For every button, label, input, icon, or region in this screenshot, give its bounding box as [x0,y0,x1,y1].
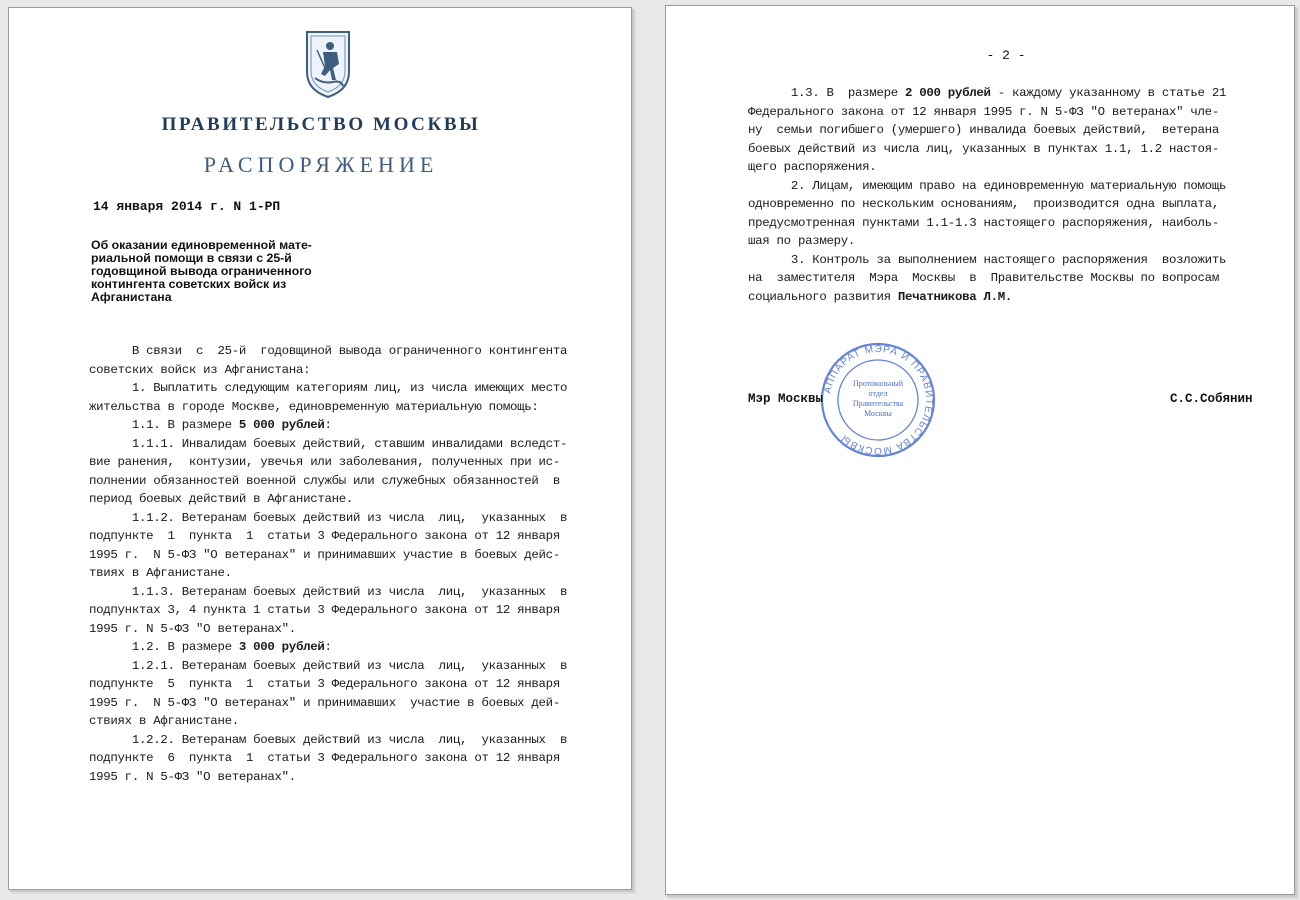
body-line: 1995 г. N 5-ФЗ "О ветеранах" и принимавших участие в боевых дейс- [89,547,560,562]
clause-prefix: социального развития [748,289,898,304]
document-body [748,84,1226,306]
document-type: РАСПОРЯЖЕНИЕ [203,152,439,177]
body-line: 1995 г. N 5-ФЗ "О ветеранах". [89,621,296,636]
body-line: Федерального закона от 12 января 1995 г. N 5-ФЗ "О ветеранах" чле- [748,104,1219,119]
subject-line: Об оказании единовременной мате- [91,238,312,252]
body-line: вие ранения, контузии, увечья или заболевания, полученных при ис- [89,455,560,469]
body-line: шая по размеру. [748,234,856,248]
body-line [748,84,1226,103]
body-line: 1.1.3. Ветеранам боевых действий из числа лиц, указанных в [89,584,568,599]
page-number: - 2 - [986,48,1026,63]
body-line: ствиях в Афганистане. [89,714,239,728]
body-line: твиях в Афганистане. [89,566,232,580]
body-line [748,288,1226,307]
body-line [89,416,567,435]
body-line: 1.1.2. Ветеранам боевых действий из числа лиц, указанных в [89,510,568,525]
body-line: В связи с 25-й годовщиной вывода ограниченного контингента [89,344,568,358]
moscow-coat-of-arms-icon [303,28,353,100]
body-line: 2. Лицам, имеющим право на единовременную материальную помощь [748,178,1227,193]
document-page-1 [8,7,632,890]
amount-5000: 5 000 рублей [238,418,325,432]
body-line: полнении обязанностей военной службы или служебных обязанностей в [89,473,560,488]
svg-text:АППАРАТ МЭРА И ПРАВИТЕЛЬСТВА М: АППАРАТ МЭРА И ПРАВИТЕЛЬСТВА МОСКВЫ [822,343,935,457]
body-line: подпункте 5 пункта 1 статьи 3 Федерального закона от 12 января [89,677,560,691]
body-line: 1.2.2. Ветеранам боевых действий из числа лиц, указанных в [89,732,568,747]
body-line: одновременно по нескольким основаниям, производится одна выплата, [748,197,1219,211]
subject-line: риальной помощи в связи с 25-й [91,251,292,265]
subject-line: Афганистана [91,290,172,304]
official-stamp-icon [818,340,938,460]
subject-line: годовщиной вывода ограниченного [91,264,312,278]
government-title: ПРАВИТЕЛЬСТВО МОСКВЫ [161,114,481,135]
clause-prefix: 1.2. В размере [89,640,239,654]
body-line [89,638,567,657]
body-line: на заместителя Мэра Москвы в Правительстве Москвы по вопросам [748,271,1219,285]
body-line: ну семьи погибшего (умершего) инвалида боевых действий, ветерана [748,123,1219,137]
body-line: советских войск из Афганистана: [89,362,311,377]
signatory-name: С.С.Собянин [1170,392,1253,406]
document-date-number: 14 января 2014 г. N 1-РП [93,199,281,214]
deputy-name: Печатникова Л.М. [897,289,1013,304]
body-line: подпункте 1 пункта 1 статьи 3 Федерального закона от 12 января [89,529,560,543]
body-line: подпунктах 3, 4 пункта 1 статьи 3 Федерального закона от 12 января [89,603,560,617]
body-line: боевых действий из числа лиц, указанных в пунктах 1.1, 1.2 настоя- [748,141,1219,156]
body-line: 1995 г. N 5-ФЗ "О ветеранах". [89,769,296,784]
body-line: период боевых действий в Афганистане. [89,492,354,506]
document-body [89,342,567,786]
clause-prefix: 1.1. В размере [89,418,239,432]
body-line: 1.2.1. Ветеранам боевых действий из числа лиц, указанных в [89,658,568,673]
colon: : [324,640,332,654]
body-line: подпункте 6 пункта 1 статьи 3 Федерального закона от 12 января [89,751,560,765]
svg-text:отдел: отдел [868,389,888,398]
svg-text:Москвы: Москвы [864,409,892,418]
svg-text:Правительства: Правительства [852,399,904,408]
document-page-2 [665,5,1295,895]
body-line: жительства в городе Москве, единовременную материальную помощь: [89,399,539,414]
body-line: щего распоряжения. [748,160,877,174]
body-line: предусмотренная пунктами 1.1-1.3 настоящего распоряжения, наиболь- [748,215,1219,230]
body-line: 3. Контроль за выполнением настоящего распоряжения возложить [748,252,1227,267]
signatory-role: Мэр Москвы [748,392,824,406]
body-line: 1. Выплатить следующим категориям лиц, из числа имеющих место [89,381,568,395]
clause-suffix: - каждому указанному в статье 21 [990,86,1227,100]
body-line: 1995 г. N 5-ФЗ "О ветеранах" и принимавших участие в боевых дей- [89,695,560,710]
amount-3000: 3 000 рублей [238,640,325,654]
clause-prefix: 1.3. В размере [748,86,905,100]
colon: : [324,418,332,432]
document-subject [91,239,341,304]
body-line: 1.1.1. Инвалидам боевых действий, ставшим инвалидами вследст- [89,436,568,451]
amount-2000: 2 000 рублей [904,86,991,100]
subject-line: контингента советских войск из [91,277,287,291]
svg-text:Протокольный: Протокольный [852,379,904,388]
